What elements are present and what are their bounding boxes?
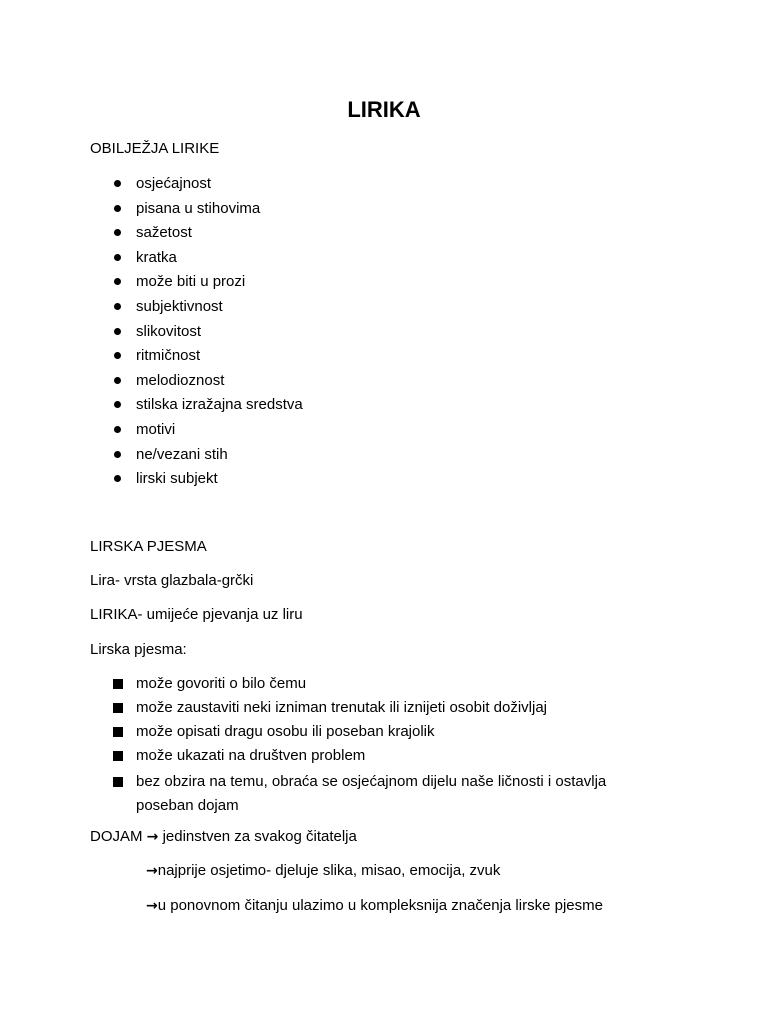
dojam-sub-text-2: u ponovnom čitanju ulazimo u kompleksnija značenja lirske pjesme <box>157 897 603 914</box>
list-item: može govoriti o bilo čemu <box>0 674 656 698</box>
list-item: bez obzira na temu, obraća se osjećajnom dijelu naše ličnosti i ostavlja poseban dojam <box>0 770 656 818</box>
dojam-sub-text-1: najprije osjetimo- djeluje slika, misao, emocija, zvuk <box>157 862 501 879</box>
paragraph-lirska-pjesma: Lirska pjesma: <box>90 641 187 658</box>
bullet-square-icon <box>113 727 123 737</box>
list-item: melodioznost <box>0 371 303 396</box>
list-item: slikovitost <box>0 322 303 347</box>
section-heading-lirska-pjesma: LIRSKA PJESMA <box>90 538 207 555</box>
list-item: lirski subjekt <box>0 469 303 494</box>
bullet-square-icon <box>113 679 123 689</box>
bullet-dot-icon <box>114 401 121 408</box>
bullet-dot-icon <box>114 205 121 212</box>
bullet-dot-icon <box>114 475 121 482</box>
bullet-dot-icon <box>114 229 121 236</box>
bullet-dot-icon <box>114 254 121 261</box>
page-title: LIRIKA <box>347 97 421 122</box>
section-heading-obiljezja: OBILJEŽJA LIRIKE <box>90 140 220 157</box>
list-item: može zaustaviti neki izniman trenutak ili iznijeti osobit doživljaj <box>0 698 656 722</box>
dojam-text: jedinstven za svakog čitatelja <box>162 828 357 845</box>
bullet-square-icon <box>113 751 123 761</box>
paragraph-lira: Lira- vrsta glazbala-grčki <box>90 572 254 589</box>
list-item: subjektivnost <box>0 297 303 322</box>
bullet-dot-icon <box>114 328 121 335</box>
arrow-right-icon: → <box>146 829 159 845</box>
dojam-line <box>90 827 357 847</box>
list-item: osjećajnost <box>0 174 303 199</box>
list-item: sažetost <box>0 223 303 248</box>
bullet-dot-icon <box>114 303 121 310</box>
dojam-sub-line-1 <box>146 861 500 881</box>
bullet-dot-icon <box>114 180 121 187</box>
list-item: može opisati dragu osobu ili poseban krajolik <box>0 722 656 746</box>
features-list <box>0 174 303 494</box>
list-item: kratka <box>0 248 303 273</box>
list-item: stilska izražajna sredstva <box>0 395 303 420</box>
list-item: može biti u prozi <box>0 272 303 297</box>
dojam-sub-line-2 <box>146 896 603 916</box>
bullet-square-icon <box>113 777 123 787</box>
list-item: može ukazati na društven problem <box>0 746 656 770</box>
bullet-dot-icon <box>114 352 121 359</box>
bullet-dot-icon <box>114 278 121 285</box>
bullet-dot-icon <box>114 377 121 384</box>
dojam-label: DOJAM <box>90 828 143 845</box>
paragraph-lirika: LIRIKA- umijeće pjevanja uz liru <box>90 606 303 623</box>
arrow-right-icon: → <box>146 863 158 879</box>
bullet-dot-icon <box>114 426 121 433</box>
list-item: ritmičnost <box>0 346 303 371</box>
list-item: motivi <box>0 420 303 445</box>
bullet-square-icon <box>113 703 123 713</box>
list-item: pisana u stihovima <box>0 199 303 224</box>
list-item: ne/vezani stih <box>0 445 303 470</box>
lirska-pjesma-list <box>0 674 656 818</box>
arrow-right-icon: → <box>146 898 158 914</box>
bullet-dot-icon <box>114 451 121 458</box>
